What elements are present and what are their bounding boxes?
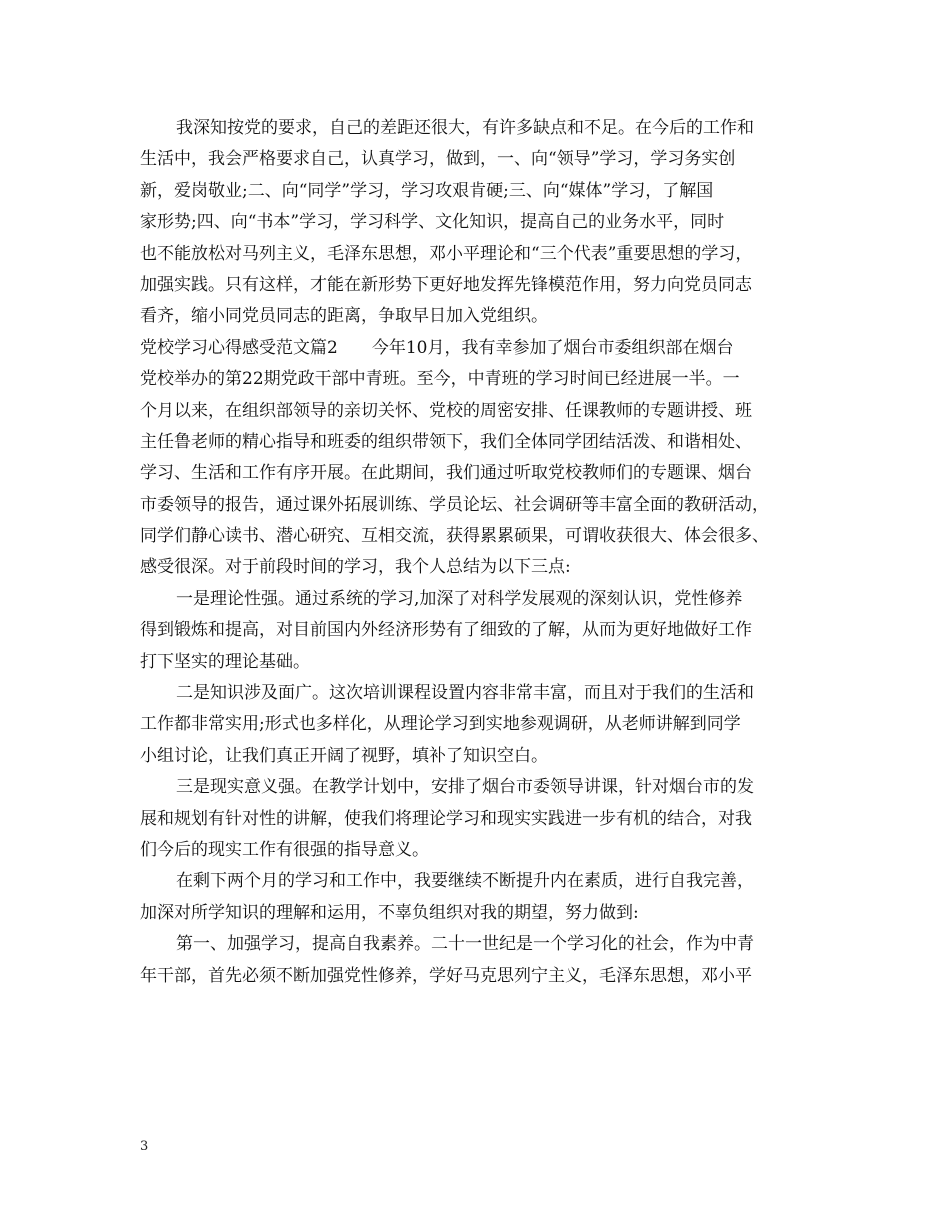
text-line: 感受很深。对于前段时间的学习，我个人总结为以下三点: xyxy=(140,557,571,578)
text-line: 也不能放松对马列主义，毛泽东思想，邓小平理论和“三个代表”重要思想的学习， xyxy=(140,243,753,264)
text-line: 们今后的现实工作有很强的指导意义。 xyxy=(140,839,429,860)
section-heading-line: 党校学习心得感受范文篇2 今年10月，我有幸参加了烟台市委组织部在烟台 xyxy=(140,337,734,358)
text-line: 第一、加强学习，提高自我素养。二十一世纪是一个学习化的社会，作为中青 xyxy=(176,934,754,955)
body-text xyxy=(140,113,820,992)
text-line: 看齐，缩小同党员同志的距离，争取早日加入党组织。 xyxy=(140,306,548,327)
text-line: 小组讨论，让我们真正开阔了视野，填补了知识空白。 xyxy=(140,745,548,766)
text-line: 展和规划有针对性的讲解，使我们将理论学习和现实实践进一步有机的结合，对我 xyxy=(140,808,752,829)
text-line: 学习、生活和工作有序开展。在此期间，我们通过听取党校教师们的专题课、烟台 xyxy=(140,463,752,484)
text-line: 新，爱岗敬业;二、向“同学”学习，学习攻艰肯硬;三、向“媒体”学习，了解国 xyxy=(140,180,714,201)
text-line: 同学们静心读书、潜心研究、互相交流，获得累累硕果，可谓收获很大、体会很多、 xyxy=(140,526,769,547)
text-line: 一是理论性强。通过系统的学习,加深了对科学发展观的深刻认识，党性修养 xyxy=(176,588,743,609)
text-line: 我深知按党的要求，自己的差距还很大，有许多缺点和不足。在今后的工作和 xyxy=(176,118,754,138)
text-line: 年干部，首先必须不断加强党性修养，学好马克思列宁主义，毛泽东思想，邓小平 xyxy=(140,965,752,986)
text-line: 在剩下两个月的学习和工作中，我要继续不断提升内在素质，进行自我完善， xyxy=(176,871,754,892)
text-line: 二是知识涉及面广。这次培训课程设置内容非常丰富，而且对于我们的生活和 xyxy=(176,683,754,704)
text-line: 得到锻炼和提高，对目前国内外经济形势有了细致的了解，从而为更好地做好工作 xyxy=(140,620,752,641)
text-line: 个月以来，在组织部领导的亲切关怀、党校的周密安排、任课教师的专题讲授、班 xyxy=(140,400,752,421)
text-line: 加强实践。只有这样，才能在新形势下更好地发挥先锋模范作用，努力向党员同志 xyxy=(140,274,752,295)
page-number: 3 xyxy=(140,1139,149,1154)
text-line: 生活中，我会严格要求自己，认真学习，做到，一、向“领导”学习，学习务实创 xyxy=(140,149,736,170)
text-line: 三是现实意义强。在教学计划中，安排了烟台市委领导讲课，针对烟台市的发 xyxy=(176,777,754,798)
text-line: 家形势;四、向“书本”学习，学习科学、文化知识，提高自己的业务水平，同时 xyxy=(140,212,725,233)
text-line: 市委领导的报告，通过课外拓展训练、学员论坛、社会调研等丰富全面的教研活动， xyxy=(140,494,769,515)
text-line: 加深对所学知识的理解和运用，不辜负组织对我的期望，努力做到: xyxy=(140,902,639,923)
text-line: 党校举办的第22期党政干部中青班。至今，中青班的学习时间已经进展一半。一 xyxy=(140,369,740,390)
text-line: 工作都非常实用;形式也多样化，从理论学习到实地参观调研，从老师讲解到同学 xyxy=(140,714,741,735)
text-line: 主任鲁老师的精心指导和班委的组织带领下，我们全体同学团结活泼、和谐相处、 xyxy=(140,431,752,452)
text-line: 打下坚实的理论基础。 xyxy=(140,651,310,672)
